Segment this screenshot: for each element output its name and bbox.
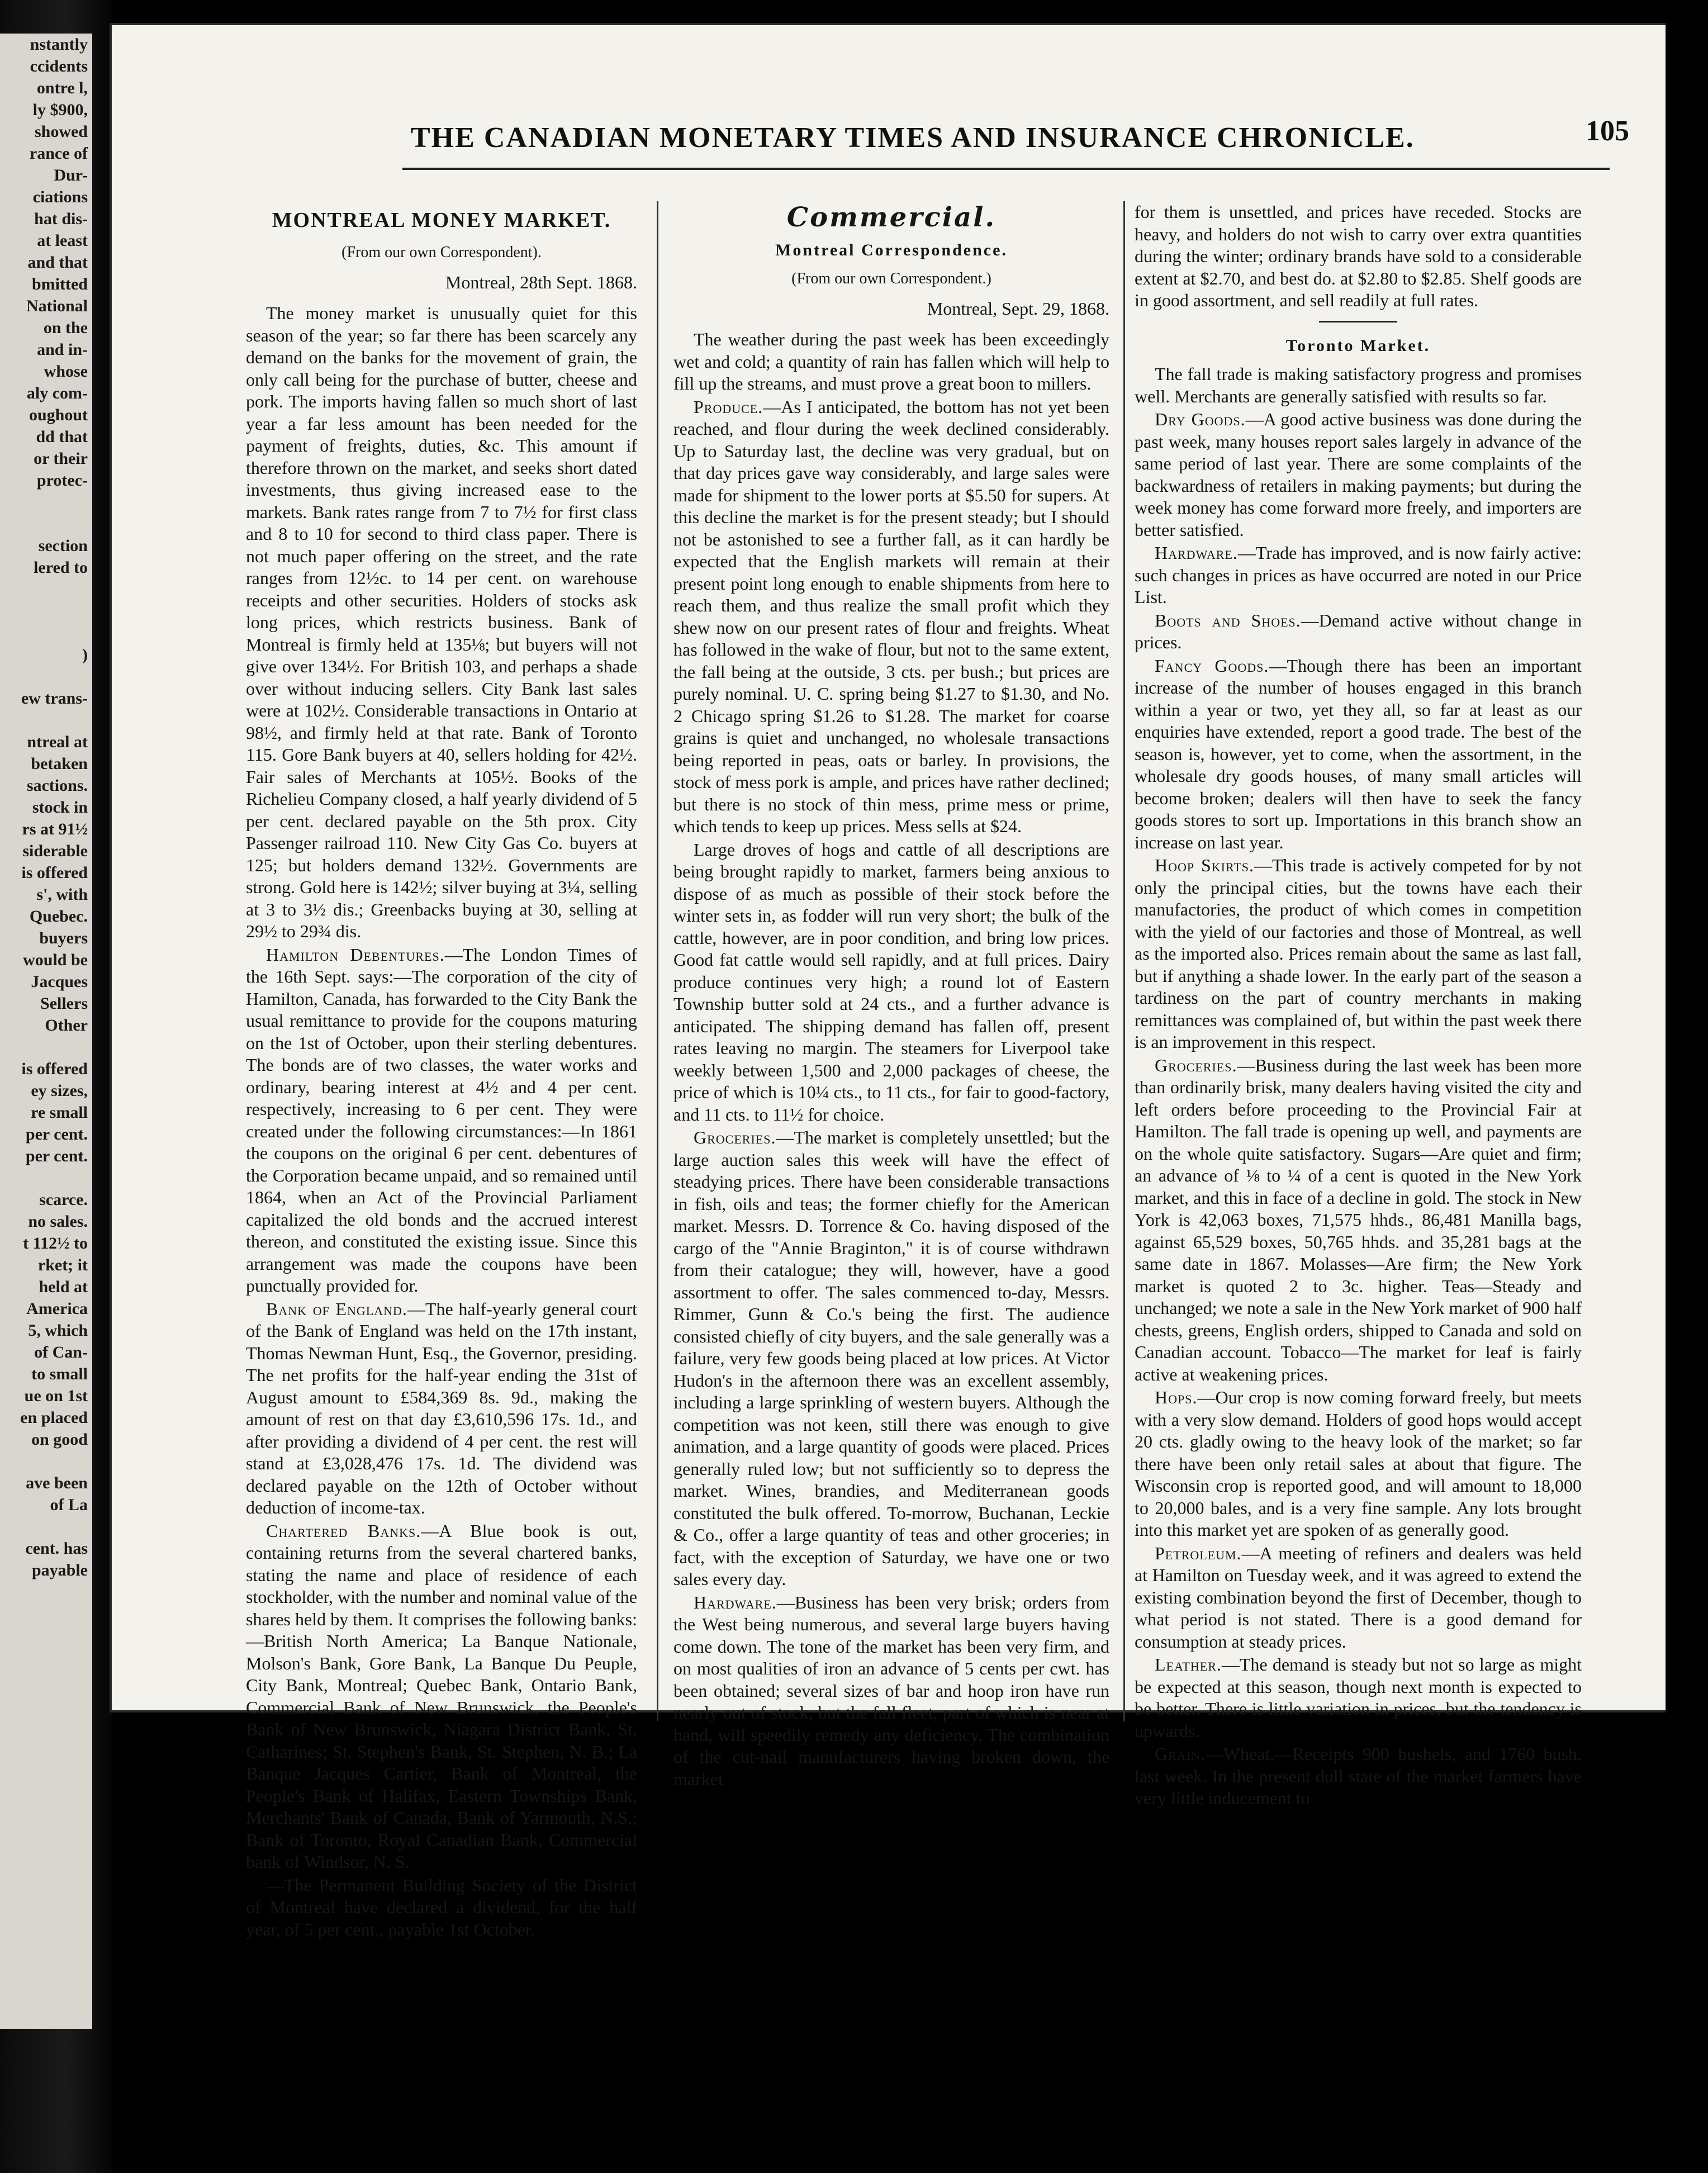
facing-page-line: per cent.: [25, 1125, 88, 1144]
column-money-market: [246, 207, 638, 1939]
facing-page-line: Dur-: [54, 166, 88, 184]
facing-page-line: [0, 1036, 92, 1058]
paragraph: —The Permanent Building Society of the District of Montreal have declared a dividend, for the half year, of 5 per cent., payable 1st October.: [246, 1875, 637, 1939]
paragraph-lead: Leather.: [1155, 1654, 1222, 1674]
facing-page-line: ey sizes,: [31, 1081, 88, 1100]
column-commercial: [673, 202, 1109, 1789]
paragraph: [1135, 1543, 1582, 1653]
paragraph-body: —The market is completely unsettled; but the large auction sales this week will have the effect of steadying prices. There have been considerable transactions in fish, oils and teas; the former chiefly for the American market. Messrs. D. Torrence & Co. having disposed of the cargo of the "Annie Braginton," it is of course withdrawn from their catalogue; they will, however, have a good assortment to offer. The sales commenced to-day, Messrs. Rimmer, Gunn & Co.'s being the first. The audience consisted chiefly of city buyers, and the sale generally was a failure, very few goods being placed at low prices. At Victor Hudon's in the afternoon there was an excellent assembly, including a large sprinkling of western buyers. Although the competition was not keen, still there was enough to give animation, and a large quantity of goods were placed. Prices generally ruled low; but not sufficiently so to depress the market. Wines, brandies, and Mediterranean goods constituted the bulk offered. To-morrow, Buchanan, Leckie & Co., offer a large quantity of teas and other groceries; in fact, with the exception of Saturday, we have one or two sales every day.: [673, 1127, 1109, 1589]
facing-page-line: on good: [31, 1430, 88, 1449]
paragraph-lead: Hops.: [1155, 1387, 1198, 1407]
paragraph-lead: Hoop Skirts.: [1155, 855, 1255, 875]
article-source: (From our own Correspondent.): [791, 270, 991, 287]
paragraph-body: —This trade is actively competed for by not only the principal cities, but the towns have each their manufactories, the product of which comes in competition with the yield of our factories and those of Montreal, as well as the imported also. Prices remain about the same as last fall, but if anything a shade lower. In the early part of the season a tardiness on the part of country merchants in making remittances was complained of, but within the past week there is an improvement in this respect.: [1135, 855, 1582, 1052]
paragraph-lead: Groceries.: [694, 1127, 776, 1147]
column-toronto-market: [1135, 201, 1582, 1808]
facing-page-fragment: [0, 34, 92, 2029]
paragraph-lead: Fancy Goods.: [1155, 655, 1269, 676]
paragraph: [1135, 1055, 1582, 1386]
paragraph-body: —The demand is steady but not so large as might be expected at this season, though next month is expected to be better. There is little variation in prices, but the tendency is upwards.: [1135, 1654, 1582, 1741]
paragraph-body: —A Blue book is out, containing returns from the several chartered banks, stating the name and place of residence of each stockholder, with the number and nominal value of the shares held by them. It comprises the following banks:—British North America; La Banque Nationale, Molson's Bank, Gore Bank, La Banque Du Peuple, City Bank, Montreal; Quebec Bank, Ontario Bank, Commercial Bank of New Brunswick, the People's Bank of New Brunswick, Niagara District Bank, St. Catharines; St. Stephen's Bank, St. Stephen, N. B.; La Banque Jacques Cartier, Bank of Montreal, the People's Bank of Halifax, Eastern Townships Bank, Merchants' Bank of Canada, Bank of Yarmouth, N.S.; Bank of Toronto, Royal Canadian Bank, Commercial bank of Windsor, N. S.: [246, 1520, 638, 1872]
page-number: 105: [1586, 115, 1629, 147]
facing-page-line: [0, 1516, 92, 1538]
paragraph-lead: Produce.: [694, 396, 763, 417]
facing-page-line: Other: [45, 1016, 88, 1035]
paragraph: [1135, 610, 1582, 654]
facing-page-line: [0, 1167, 92, 1189]
paragraph: [1135, 655, 1582, 854]
facing-page-line: Jacques: [31, 972, 88, 991]
facing-page-line: whose: [44, 362, 88, 381]
paragraph-lead: Groceries.: [1155, 1055, 1237, 1075]
facing-page-line: ly $900,: [32, 101, 88, 119]
paragraph-body: —As I anticipated, the bottom has not yet been reached, and flour during the week declined considerably. Up to Saturday last, the decline was very gradual, but on that day prices gave way considerably, and large sales were made for shipment to the lower ports at $5.50 for supers. At this decline the market is for the present steady; but I should not be astonished to see a further fall, as it can hardly be expected that the English markets will remain at their present point long enough to enable shipments from here to reach them, and thus realize the small profit which they shew now on our present rates of flour and freights. Wheat has followed in the wake of flour, but not to the same extent, the fall being at the outside, 3 cts. per bush.; but prices are purely nominal. U. C. spring being $1.27 to $1.30, and No. 2 Chicago spring $1.26 to $1.28. The market for coarse grains is quiet and unchanged, no wholesale transactions being reported in peas, oats or barley. In provisions, the stock of mess pork is ample, and prices have rather declined; but there is no stock of thin mess, prime mess or prime, which tends to keep up prices. Mess sells at $24.: [673, 396, 1109, 836]
paragraph-body: —Our crop is now coming forward freely, but meets with a very slow demand. Holders of good hops would accept 20 cts. gladly owing to the heavy look of the market; so far there have been only retail sales at about that figure. The Wisconsin crop is reported good, and will amount to 18,000 to 20,000 bales, and is a very fine sample. Any lots brought into this market yet are spoken of as generally good.: [1135, 1387, 1582, 1540]
facing-page-line: lered to: [34, 558, 88, 577]
paragraph: [246, 1520, 637, 1873]
facing-page-line: [0, 491, 92, 513]
facing-page-line: and that: [27, 253, 88, 272]
paragraph-body: —The half-yearly general court of the Bank of England was held on the 17th instant, Thomas Newman Hunt, Esq., the Governor, presiding. The net profits for the half-year ending the 31st of August amount to £584,369 8s. 9d., making the amount of rest on that day £3,610,596 17s. 1d., and after providing a dividend of 4 per cent. the rest will stand at £3,028,476 17s. 1d. The dividend was declared payable on the 12th of October without deduction of income-tax.: [246, 1298, 638, 1517]
facing-page-line: [0, 578, 92, 600]
publication-title: THE CANADIAN MONETARY TIMES AND INSURANCE CHRONICLE.: [411, 122, 1415, 154]
facing-page-line: section: [38, 537, 88, 555]
paragraph: [673, 1592, 1109, 1791]
paragraph-lead: Chartered Banks.: [266, 1520, 421, 1541]
facing-page-line: [0, 513, 92, 535]
facing-page-line: and in-: [37, 340, 88, 359]
facing-page-line: s', with: [36, 885, 88, 904]
facing-page-line: Quebec.: [29, 907, 88, 926]
paragraph: [246, 944, 637, 1297]
paragraph: [673, 1127, 1109, 1591]
facing-page-line: protec-: [36, 471, 88, 490]
article-heading: Montreal Correspondence.: [775, 240, 1008, 259]
facing-page-line: en placed: [20, 1408, 88, 1427]
facing-page-line: rance of: [29, 144, 88, 163]
paragraph-body: —Demand active without change in prices.: [1135, 610, 1582, 652]
facing-page-line: to small: [31, 1365, 88, 1383]
facing-page-line: no sales.: [28, 1212, 88, 1231]
paragraph-lead: Grain.: [1155, 1744, 1206, 1764]
facing-page-line: is offered: [21, 863, 88, 882]
article-source: (From our own Correspondent).: [341, 244, 542, 261]
facing-page-line: Sellers: [40, 994, 88, 1013]
paragraph: [1135, 1654, 1582, 1742]
facing-page-line: scarce.: [39, 1190, 88, 1209]
facing-page-line: is offered: [21, 1060, 88, 1078]
paragraph-lead: Boots and Shoes.: [1155, 610, 1301, 630]
paragraph-lead: Dry Goods.: [1155, 409, 1246, 429]
paragraph: Large droves of hogs and cattle of all descriptions are being brought rapidly to market, farmers being anxious to dispose of as much as possible of their stock before the winter sets in, as fodder will run very short; the bulk of the cattle, however, are in poor condition, and bring low prices. Good fat cattle would sell rapidly, and at full prices. Dairy produce continues very high; a round lot of Eastern Township butter sold at 24 cts., and a further advance is anticipated. The shipping demand has fallen off, present rates leaving no margin. The steamers for Liverpool take weekly between 1,500 and 2,000 packages of cheese, the price of which is 10¼ cts., to 11 cts., for fair to good-factory, and 11 cts. to 11½ for choice.: [673, 839, 1109, 1125]
facing-page-line: would be: [23, 951, 88, 969]
facing-page-line: siderable: [22, 842, 88, 860]
facing-page-line: at least: [37, 231, 88, 250]
facing-page-line: America: [26, 1299, 88, 1318]
facing-page-line: aly com-: [26, 384, 88, 402]
facing-page-line: ): [82, 646, 88, 664]
facing-page-line: ciations: [32, 188, 88, 206]
paragraph-body: —Trade has improved, and is now fairly active: such changes in prices as have occurred are noted in our Price List.: [1135, 543, 1582, 607]
facing-page-line: [0, 622, 92, 644]
column-divider: [657, 201, 658, 1721]
facing-page-line: cent. has: [25, 1539, 88, 1558]
facing-page-line: held at: [39, 1278, 88, 1296]
paragraph-body: —Wheat.—Receipts 900 bushels, and 1760 bush. last week. In the present dull state of the market farmers have very little inducement to: [1135, 1744, 1582, 1808]
facing-page-line: ew trans-: [21, 689, 88, 708]
facing-page-line: [0, 709, 92, 731]
article-dateline: Montreal, 28th Sept. 1868.: [445, 272, 637, 292]
facing-page-line: of Can-: [34, 1343, 88, 1361]
paragraph: [1135, 1743, 1582, 1810]
scan-border: [1666, 0, 1708, 2173]
facing-page-line: 5, which: [28, 1321, 88, 1340]
paragraph-body: —Business during the last week has been more than ordinarily brisk, many dealers having visited the city and left orders before proceeding to the Provincial Fair at Hamilton. The fall trade is opening up well, and payments are on the whole quite satisfactory. Sugars—Are quiet and firm; an advance of ⅛ to ¼ of a cent is quoted in the New York market, and this in face of a decline in gold. The stock in New York is 42,063 boxes, 71,575 hhds., 86,481 Manilla bags, against 65,529 boxes, 50,765 hhds. and 35,281 bags at the same date in 1867. Molasses—Are firm; the New York market is quoted 2 to 3c. higher. Teas—Steady and unchanged; we note a sale in the New York market of 900 half chests, greens, English orders, shipped to Canada and sold on Canadian account. Tobacco—The market for leaf is fairly active at weakening prices.: [1135, 1055, 1582, 1384]
facing-page-line: rket; it: [37, 1256, 88, 1274]
facing-page-line: stock in: [32, 798, 88, 817]
paragraph-lead: Hardware.: [1155, 543, 1238, 563]
facing-page-line: ue on 1st: [24, 1387, 88, 1405]
facing-page-line: t 112½ to: [23, 1234, 88, 1252]
paragraph: The money market is unusually quiet for this season of the year; so far there has been scarcely any demand on the banks for the movement of grain, the only call being for the purchase of butter, cheese and pork. The imports having fallen so much short of last year a far less amount has been needed for the payment of freights, duties, &c. This amount if therefore thrown on the market, and seeks short dated investments, thus giving increased ease to the markets. Bank rates range from 7 to 7½ for first class and 8 to 10 for second to third class paper. There is not much paper offering on the street, and the rate ranges from 12½c. to 14 per cent. on warehouse receipts and other securities. Holders of stocks ask long prices, which restricts business. Bank of Montreal is firmly held at 135⅛; but buyers will not give over 134½. For British 103, and perhaps a shade over without inducing sellers. City Bank last sales were at 102½. Considerable transactions in Ontario at 98½, and firmly held at that rate. Bank of Toronto 115. Gore Bank buyers at 40, sellers holding for 42½. Fair sales of Merchants at 105½. Books of the Richelieu Company closed, a half yearly dividend of 5 per cent. declared payable on the 5th prox. City Passenger railroad 110. New City Gas Co. buyers at 125; but holders demand 132½. Governments are strong. Gold here is 142½; silver buying at 3¼, selling at 3 to 3½ dis.; Greenbacks buying at 30, selling at 29½ to 29¾ dis.: [246, 303, 637, 941]
facing-page-line: buyers: [39, 929, 88, 947]
section-rule: [1319, 321, 1397, 322]
facing-page-line: rs at 91½: [22, 820, 88, 838]
facing-page-line: [0, 666, 92, 687]
facing-page-line: hat dis-: [34, 210, 88, 228]
paragraph-lead: Bank of England.: [266, 1298, 407, 1319]
paragraph-body: —A good active business was done during the past week, many houses report sales largely in advance of the same period of last year. There are some complaints of the backwardness of retailers in making payments; but during the week money has come forward more freely, and importers are better satisfied.: [1135, 409, 1582, 540]
facing-page-line: ontre l,: [36, 79, 88, 97]
facing-page-line: re small: [31, 1103, 88, 1122]
paragraph-lead: Hardware.: [694, 1592, 777, 1612]
paragraph: The fall trade is making satisfactory progress and promises well. Merchants are generally satisfied with results so far.: [1135, 364, 1582, 406]
facing-page-line: National: [26, 297, 88, 315]
paragraph-lead: Petroleum.: [1155, 1543, 1242, 1563]
paragraph-body: —The London Times of the 16th Sept. says:—The corporation of the city of Hamilton, Canada, has forwarded to the City Bank the usual remittance to provide for the coupons maturing on the 1st of October, upon their sterling debentures. The bonds are of two classes, the water works and ordinary, bearing interest at 4½ and 4 per cent. respectively, increasing to 6 per cent. They were created under the following circumstances:—In 1861 the coupons on the original 6 per cent. debentures of the Corporation became unpaid, and so remained until 1864, when an Act of the Provincial Parliament capitalized the old bonds and the accrued interest thereon, and constituted the existing issue. Since this arrangement was made the coupons have been punctually provided for.: [246, 944, 638, 1296]
header-rule: [402, 168, 1610, 170]
article-dateline: Montreal, Sept. 29, 1868.: [927, 298, 1109, 319]
facing-page-line: oughout: [29, 406, 88, 424]
paragraph-body: —Though there has been an important increase of the number of houses engaged in this branch within a year or two, yet they all, so far at least as our enquiries have extended, report a good trade. The best of the season is, however, yet to come, when the assortment, in the wholesale dry goods houses, of many small articles will become broken; dealers will then have to seek the fancy goods stores to sort up. Importations in this branch show an increase on last year.: [1135, 655, 1582, 852]
paragraph: The weather during the past week has been exceedingly wet and cold; a quantity of rain has fallen which will help to fill up the streams, and must prove a great boon to millers.: [673, 329, 1109, 393]
facing-page-line: nstantly: [30, 35, 88, 54]
facing-page-line: bmitted: [32, 275, 88, 293]
paragraph-lead: Hamilton Debentures.: [266, 944, 445, 965]
facing-page-line: [0, 600, 92, 622]
column-divider: [1123, 201, 1125, 1721]
facing-page-line: payable: [31, 1561, 88, 1579]
section-heading: Commercial.: [786, 202, 997, 233]
paragraph: [1135, 542, 1582, 609]
paragraph: for them is unsettled, and prices have receded. Stocks are heavy, and holders do not wish to carry over extra quantities during the winter; ordinary brands have sold to a considerable extent at $2.70, and best do. at $2.80 to $2.85. Shelf goods are in good assortment, and sell readily at full rates.: [1135, 202, 1582, 310]
facing-page-line: betaken: [31, 755, 88, 773]
article-heading: MONTREAL MONEY MARKET.: [272, 208, 611, 232]
paragraph: [246, 1298, 637, 1519]
facing-page-line: showed: [34, 122, 88, 141]
facing-page-line: sactions.: [26, 776, 88, 795]
paragraph-body: —A meeting of refiners and dealers was held at Hamilton on Tuesday week, and it was agreed to extend the existing combination beyond the first of December, though to what period is not stated. There is a good demand for consumption at steady prices.: [1135, 1543, 1582, 1652]
facing-page-line: [0, 1450, 92, 1472]
facing-page-line: of La: [50, 1496, 88, 1514]
facing-page-line: ccidents: [30, 57, 88, 75]
facing-page-line: ntreal at: [27, 733, 88, 751]
paragraph-body: —Business has been very brisk; orders from the West being numerous, and several large buyers having come down. The tone of the market has been very firm, and on most qualities of iron an advance of 5 cents per cwt. has been obtained; several sizes of bar and hoop iron have run nearly out of stock, but the fall fleet, part of which is near at hand, will speedily remedy any deficiency. The combination of the cut-nail manufacturers having broken down, the market: [673, 1592, 1109, 1789]
article-heading: Toronto Market.: [1285, 336, 1431, 355]
facing-page-line: ave been: [26, 1474, 88, 1492]
facing-page-line: or their: [34, 449, 88, 468]
facing-page-line: per cent.: [25, 1147, 88, 1165]
paragraph: [1135, 409, 1582, 541]
paragraph: [673, 396, 1109, 838]
facing-page-line: on the: [43, 319, 88, 337]
facing-page-line: dd that: [36, 428, 88, 446]
page-header: [112, 109, 1666, 159]
paragraph: [1135, 1387, 1582, 1541]
paragraph: [1135, 855, 1582, 1054]
